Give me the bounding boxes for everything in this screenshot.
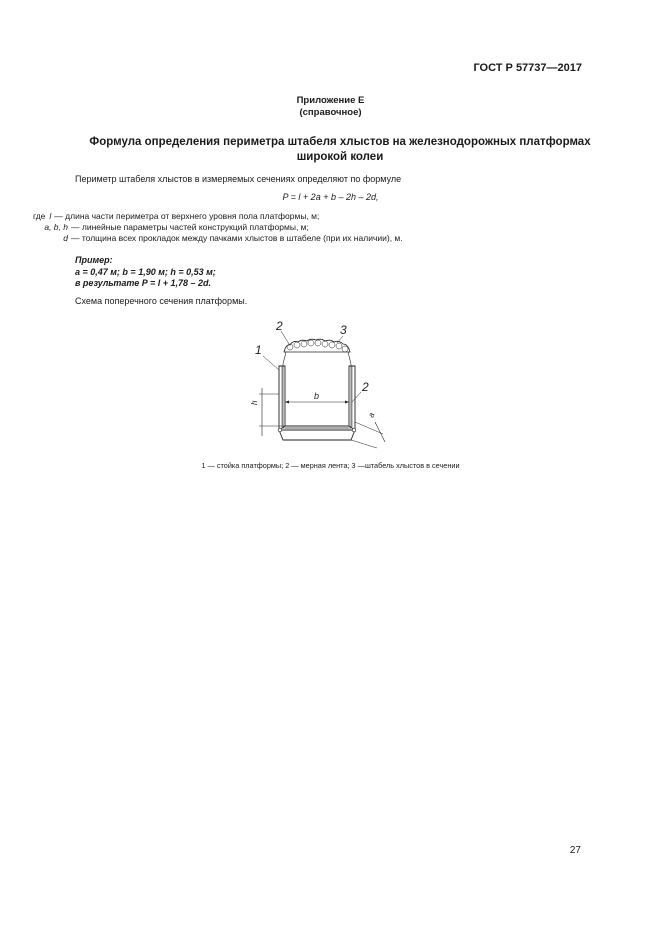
where-item xyxy=(33,211,403,222)
label-post-1: 1 xyxy=(255,343,262,357)
log xyxy=(308,340,314,346)
figure-caption: 1 — стойка платформы; 2 — мерная лента; 3 —штабель хлыстов в сечении xyxy=(201,461,460,470)
dimension-a-ext xyxy=(351,440,377,448)
label-tape-2-top: 2 xyxy=(276,319,283,333)
tape-anchor-left xyxy=(278,428,282,432)
where-prefix: где xyxy=(33,211,46,221)
log xyxy=(342,346,348,352)
log xyxy=(301,341,307,347)
platform-floor xyxy=(279,430,355,440)
label-logs-3: 3 xyxy=(340,323,347,337)
log xyxy=(315,340,321,346)
label-a: a xyxy=(366,411,377,419)
example-block xyxy=(75,255,216,290)
heading-line-1: Формула определения периметра штабеля хлыстов на железнодорожных платформах xyxy=(89,136,591,148)
where-item xyxy=(33,233,403,244)
log xyxy=(336,343,342,349)
log xyxy=(329,342,335,348)
log xyxy=(294,342,300,348)
heading-line-2: широкой колеи xyxy=(296,151,384,163)
example-label: Пример: xyxy=(75,255,113,265)
example-result: в результате P = l + 1,78 – 2d. xyxy=(75,278,212,288)
where-text: — длина части периметра от верхнего уровня пола платформы, м; xyxy=(54,211,320,221)
platform-cross-section-diagram xyxy=(245,318,405,458)
where-item xyxy=(33,222,403,233)
standard-number: ГОСТ Р 57737—2017 xyxy=(473,62,582,74)
appendix-title: Приложение Е xyxy=(296,95,365,106)
leader-1 xyxy=(263,356,279,370)
scheme-intro: Схема поперечного сечения платформы. xyxy=(75,296,248,306)
intro-paragraph: Периметр штабеля хлыстов в измеряемых сечениях определяют по формуле xyxy=(75,174,402,184)
where-symbol: a, b, h xyxy=(44,222,68,232)
perimeter-formula: P = l + 2a + b – 2h – 2d, xyxy=(282,192,379,202)
dimension-b-arrow-left xyxy=(285,401,289,404)
dimension-a-line xyxy=(375,422,385,442)
dimension-b-arrow-right xyxy=(345,401,349,404)
log xyxy=(322,341,328,347)
page-number: 27 xyxy=(569,845,581,856)
dimension-a-ext xyxy=(355,422,383,434)
appendix-type: (справочное) xyxy=(299,107,362,118)
measuring-tape xyxy=(283,352,351,428)
section-heading xyxy=(60,135,620,165)
label-h: h xyxy=(250,400,259,405)
where-text: — толщина всех прокладок между пачками хлыстов в штабеле (при их наличии), м. xyxy=(71,233,403,243)
where-list xyxy=(33,211,403,244)
where-symbol: l xyxy=(49,211,52,221)
where-text: — линейные параметры частей конструкций платформы, м; xyxy=(71,222,309,232)
label-b: b xyxy=(314,391,320,401)
example-values: a = 0,47 м; b = 1,90 м; h = 0,53 м; xyxy=(75,266,216,277)
where-symbol: d xyxy=(63,233,68,243)
leader-2-side xyxy=(352,392,361,402)
label-tape-2-side: 2 xyxy=(362,380,369,394)
tape-anchor-right xyxy=(352,428,356,432)
